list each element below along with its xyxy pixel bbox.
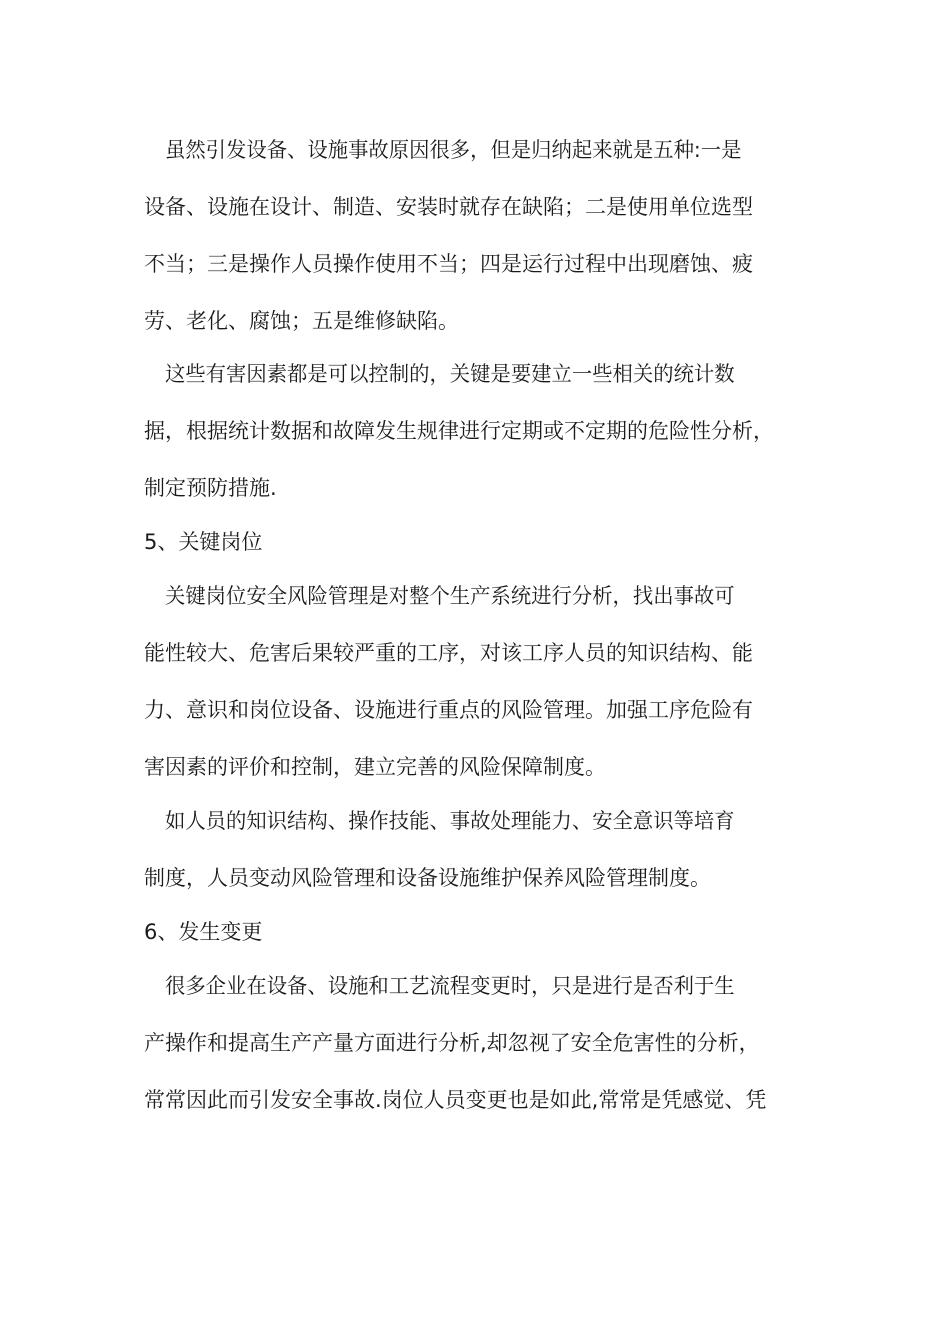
paragraph-3-line-2: 能性较大、危害后果较严重的工序，对该工序人员的知识结构、能 (144, 641, 753, 665)
section-heading-5: 5、关键岗位 (144, 530, 263, 554)
paragraph-1-line-1: 虽然引发设备、设施事故原因很多，但是归纳起来就是五种:一是 (165, 138, 742, 162)
paragraph-2-line-1: 这些有害因素都是可以控制的，关键是要建立一些相关的统计数 (165, 362, 735, 386)
paragraph-2-line-2: 据，根据统计数据和故障发生规律进行定期或不定期的危险性分析， (144, 419, 774, 443)
paragraph-4-line-1: 如人员的知识结构、操作技能、事故处理能力、安全意识等培育 (165, 809, 735, 833)
paragraph-3-line-1: 关键岗位安全风险管理是对整个生产系统进行分析，找出事故可 (165, 584, 735, 608)
paragraph-1-line-3: 不当；三是操作人员操作使用不当；四是运行过程中出现磨蚀、疲 (144, 252, 753, 276)
paragraph-1-line-2: 设备、设施在设计、制造、安装时就存在缺陷；二是使用单位选型 (144, 195, 753, 219)
paragraph-1-line-4: 劳、老化、腐蚀；五是维修缺陷。 (144, 309, 459, 333)
paragraph-3-line-4: 害因素的评价和控制，建立完善的风险保障制度。 (144, 755, 606, 779)
paragraph-4-line-2: 制度，人员变动风险管理和设备设施维护保养风险管理制度。 (144, 866, 711, 890)
paragraph-5-line-3: 常常因此而引发安全事故.岗位人员变更也是如此,常常是凭感觉、凭 (144, 1088, 767, 1112)
paragraph-2-line-3: 制定预防措施. (144, 476, 277, 500)
section-heading-6: 6、发生变更 (144, 920, 263, 944)
paragraph-5-line-1: 很多企业在设备、设施和工艺流程变更时，只是进行是否利于生 (165, 974, 735, 998)
paragraph-3-line-3: 力、意识和岗位设备、设施进行重点的风险管理。加强工序危险有 (144, 698, 753, 722)
paragraph-5-line-2: 产操作和提高生产产量方面进行分析,却忽视了安全危害性的分析， (144, 1031, 760, 1055)
